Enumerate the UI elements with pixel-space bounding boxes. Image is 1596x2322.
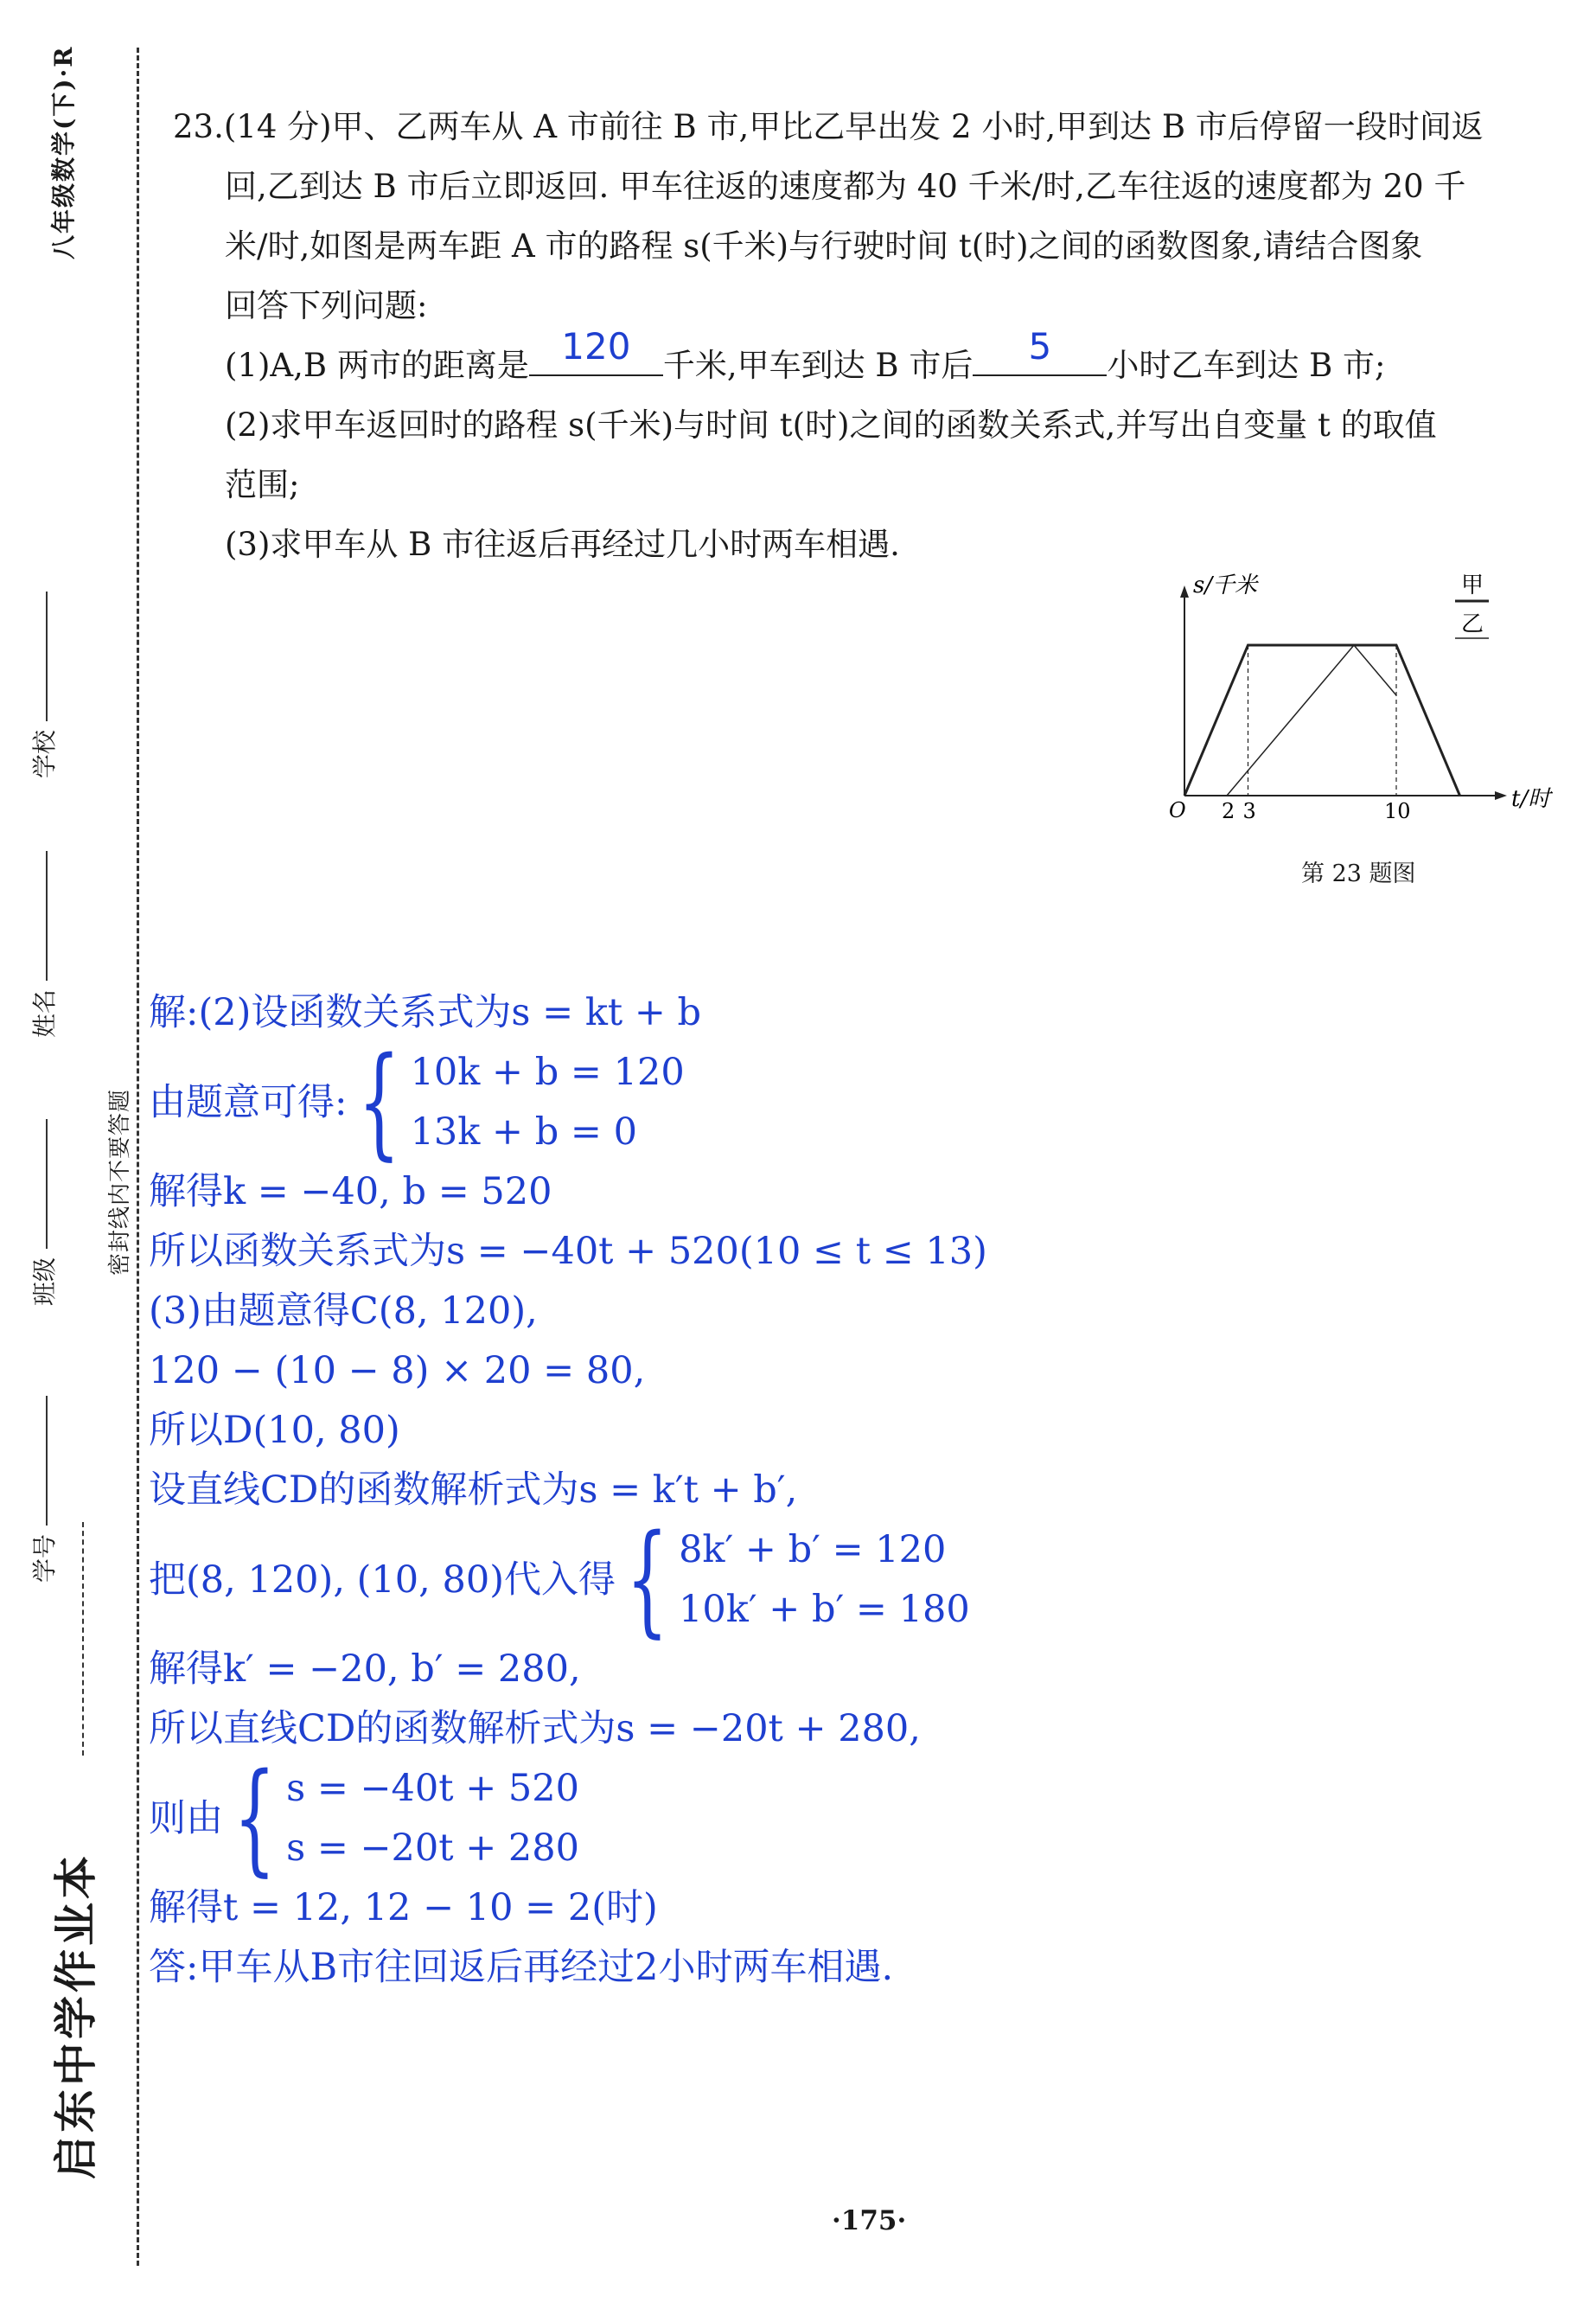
solution-line: 解得k = −40, b = 520 <box>149 1170 552 1213</box>
handwritten-answer: 120 <box>561 325 631 368</box>
brace-icon: { <box>233 1748 277 1889</box>
solution-label: 则由 <box>149 1796 223 1840</box>
question-2: (2)求甲车返回时的路程 s(千米)与时间 t(时)之间的函数关系式,并写出自变量 t 的取值 <box>225 406 1437 444</box>
handwritten-answer: 5 <box>1028 325 1052 368</box>
question-2-cont: 范围; <box>225 466 300 503</box>
equation: 13k + b = 0 <box>410 1110 637 1154</box>
solution-line: 所以函数关系式为s = −40t + 520(10 ≤ t ≤ 13) <box>149 1230 987 1273</box>
question-1 <box>173 325 1556 395</box>
brand-dashed-line <box>82 1522 84 1756</box>
legend-jia: 甲 <box>1461 573 1484 598</box>
equation-system <box>149 1748 1567 1889</box>
question-3: (3)求甲车从 B 市往返后再经过几小时两车相遇. <box>225 526 900 563</box>
class-field <box>26 1119 61 1306</box>
solution-line: 设直线CD的函数解析式为s = k′t + b′, <box>149 1468 798 1512</box>
solution-line: 120 − (10 − 8) × 20 = 80, <box>149 1349 646 1392</box>
solution-line: 答:甲车从B市往回返后再经过2小时两车相遇. <box>149 1946 894 1989</box>
q1-text: 小时乙车到达 B 市; <box>1107 347 1386 384</box>
function-graph <box>1159 566 1565 826</box>
legend-yi: 乙 <box>1461 611 1484 637</box>
page-number: ·175· <box>832 2205 907 2236</box>
equation: 8k′ + b′ = 120 <box>679 1528 947 1571</box>
name-label: 姓名 <box>30 988 59 1038</box>
q1-text: 千米,甲车到达 B 市后 <box>662 347 974 384</box>
stem-line: 23.(14 分)甲、乙两车从 A 市前往 B 市,甲比乙早出发 2 小时,甲到达 B 市后停留一段时间返 <box>173 108 1484 145</box>
equation-system <box>149 1032 1567 1173</box>
solution-line: 解得t = 12, 12 − 10 = 2(时) <box>149 1886 658 1929</box>
y-axis-label: s/千米 <box>1193 573 1258 598</box>
handwritten-solution <box>149 983 1567 1998</box>
x-tick-label: 10 <box>1384 799 1411 823</box>
solution-line: (3)由题意得C(8, 120), <box>149 1289 538 1333</box>
answer-blank-hours <box>973 325 1107 376</box>
brace-icon: { <box>357 1032 400 1173</box>
solution-line: 解得k′ = −20, b′ = 280, <box>149 1647 581 1691</box>
x-tick-label: 2 <box>1222 799 1235 823</box>
brand-title: 启东中学作业本 <box>51 1852 101 2179</box>
number-field <box>26 1396 61 1583</box>
stem-line: 米/时,如图是两车距 A 市的路程 s(千米)与行驶时间 t(时)之间的函数图象,请结合图象 <box>225 227 1423 265</box>
q1-text: (1)A,B 两市的距离是 <box>225 347 529 384</box>
name-field <box>26 851 61 1038</box>
answer-blank-distance <box>529 325 663 376</box>
equation: s = −20t + 280 <box>286 1826 579 1870</box>
solution-label: 把(8, 120), (10, 80)代入得 <box>149 1558 616 1602</box>
origin-label: O <box>1169 798 1186 822</box>
problem-23 <box>173 97 1556 574</box>
solution-line: 解:(2)设函数关系式为s = kt + b <box>149 991 702 1034</box>
stem-line: 回答下列问题: <box>225 287 428 324</box>
binding-margin <box>0 0 138 2322</box>
seal-line-notice: 密封线内不要答题 <box>107 1088 133 1276</box>
class-label: 班级 <box>30 1257 59 1306</box>
x-tick-label: 3 <box>1242 799 1256 823</box>
solution-label: 由题意可得: <box>149 1080 348 1124</box>
seal-dashed-line <box>137 48 139 2266</box>
series-line-乙 <box>1227 645 1396 796</box>
equation: 10k + b = 120 <box>410 1051 685 1094</box>
school-label: 学校 <box>30 729 59 778</box>
x-axis-label: t/时 <box>1511 786 1551 812</box>
brace-icon: { <box>626 1509 669 1650</box>
stem-line: 回,乙到达 B 市后立即返回. 甲车往返的速度都为 40 千米/时,乙车往返的速度都为 20 千 <box>225 168 1466 205</box>
y-axis-arrow <box>1180 585 1189 598</box>
x-axis-arrow <box>1495 791 1507 800</box>
solution-line: 所以直线CD的函数解析式为s = −20t + 280, <box>149 1707 921 1750</box>
equation-system <box>149 1509 1567 1650</box>
school-field <box>26 592 61 778</box>
equation: 10k′ + b′ = 180 <box>679 1588 970 1631</box>
solution-line: 所以D(10, 80) <box>149 1409 400 1452</box>
book-title: 八年级数学(下)·R <box>49 45 78 259</box>
number-label: 学号 <box>30 1533 59 1583</box>
equation: s = −40t + 520 <box>286 1767 579 1810</box>
figure-caption: 第 23 题图 <box>1301 860 1416 887</box>
series-line-甲 <box>1184 645 1460 796</box>
